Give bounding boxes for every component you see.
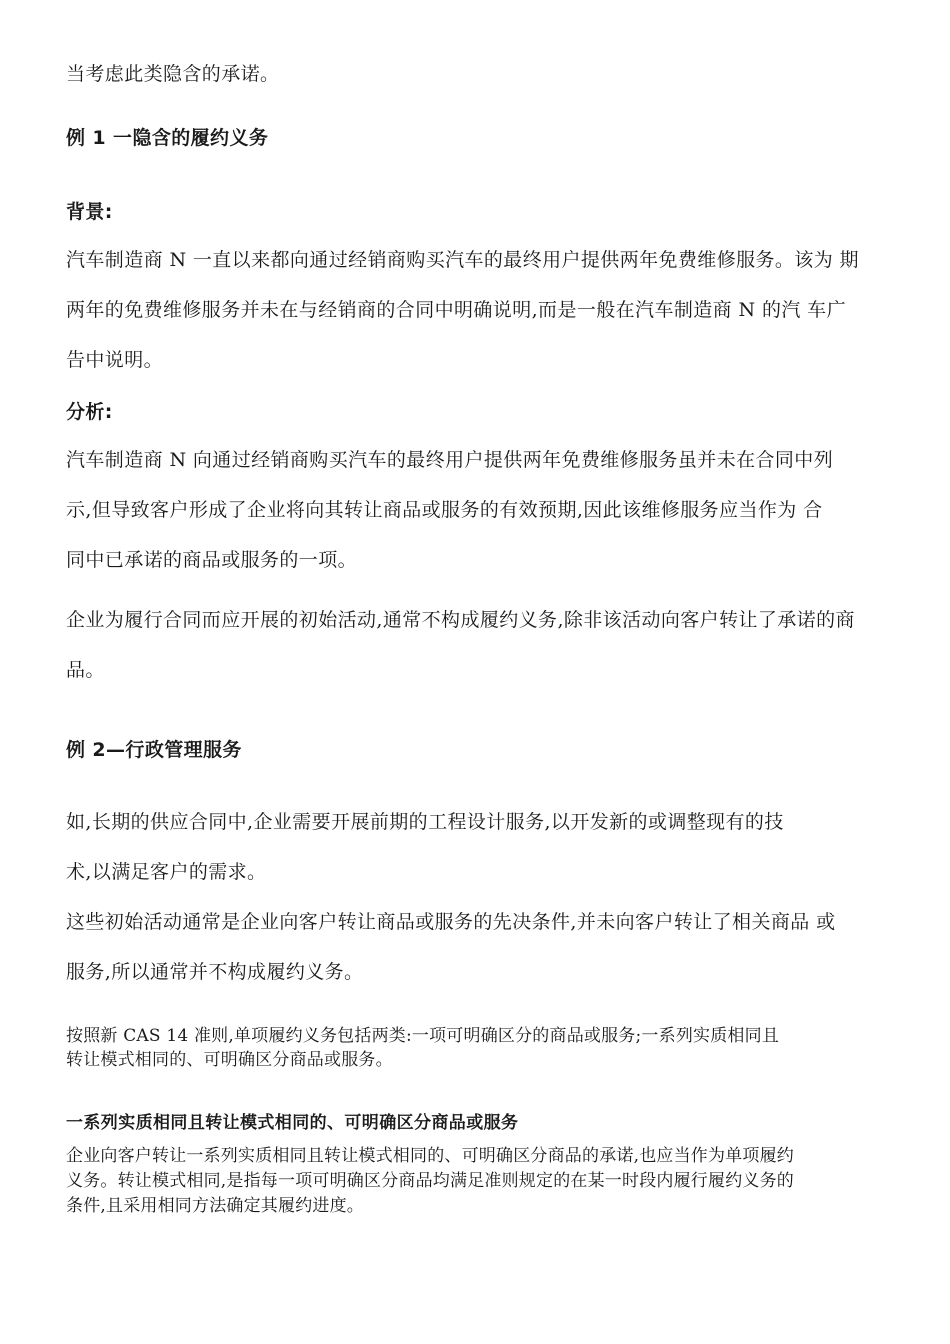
background-label: 背景: xyxy=(66,201,113,223)
analysis-line-2: 示,但导致客户形成了企业将向其转让商品或服务的有效预期,因此该维修服务应当作为 合 xyxy=(66,499,823,521)
series-line-2: 义务。转让模式相同,是指每一项可明确区分商品均满足准则规定的在某一时段内履行履约义务的 xyxy=(66,1171,795,1191)
background-line-2: 两年的免费维修服务并未在与经销商的合同中明确说明,而是一般在汽车制造商 N 的汽 车广 xyxy=(66,299,846,321)
series-section-title: 一系列实质相同且转让模式相同的、可明确区分商品或服务 xyxy=(66,1113,519,1133)
analysis-label: 分析: xyxy=(66,401,113,423)
analysis-line-1: 汽车制造商 N 向通过经销商购买汽车的最终用户提供两年免费维修服务虽并未在合同中列 xyxy=(66,449,834,471)
example-1-title: 例 1 一隐含的履约义务 xyxy=(66,127,269,149)
intro-tail-text: 当考虑此类隐含的承诺。 xyxy=(66,63,280,85)
example-2-para2-line-2: 服务,所以通常并不构成履约义务。 xyxy=(66,961,364,983)
series-line-1: 企业向客户转让一系列实质相同且转让模式相同的、可明确区分商品的承诺,也应当作为单项履约 xyxy=(66,1146,795,1166)
example-2-title: 例 2—行政管理服务 xyxy=(66,739,242,761)
note-line-1: 企业为履行合同而应开展的初始活动,通常不构成履约义务,除非该活动向客户转让了承诺的商 xyxy=(66,609,855,631)
cas14-line-1: 按照新 CAS 14 准则,单项履约义务包括两类:一项可明确区分的商品或服务;一系列实质相同且 xyxy=(66,1026,780,1046)
analysis-line-3: 同中已承诺的商品或服务的一项。 xyxy=(66,549,358,571)
example-2-para1-line-1: 如,长期的供应合同中,企业需要开展前期的工程设计服务,以开发新的或调整现有的技 xyxy=(66,811,784,833)
series-line-3: 条件,且采用相同方法确定其履约进度。 xyxy=(66,1196,365,1216)
background-line-3: 告中说明。 xyxy=(66,349,164,371)
note-line-2: 品。 xyxy=(66,659,105,681)
example-2-para1-line-2: 术,以满足客户的需求。 xyxy=(66,861,267,883)
example-2-para2-line-1: 这些初始活动通常是企业向客户转让商品或服务的先决条件,并未向客户转让了相关商品 或 xyxy=(66,911,836,933)
background-line-1: 汽车制造商 N 一直以来都向通过经销商购买汽车的最终用户提供两年免费维修服务。该为 期 xyxy=(66,249,859,271)
cas14-line-2: 转让模式相同的、可明确区分商品或服务。 xyxy=(66,1050,393,1070)
